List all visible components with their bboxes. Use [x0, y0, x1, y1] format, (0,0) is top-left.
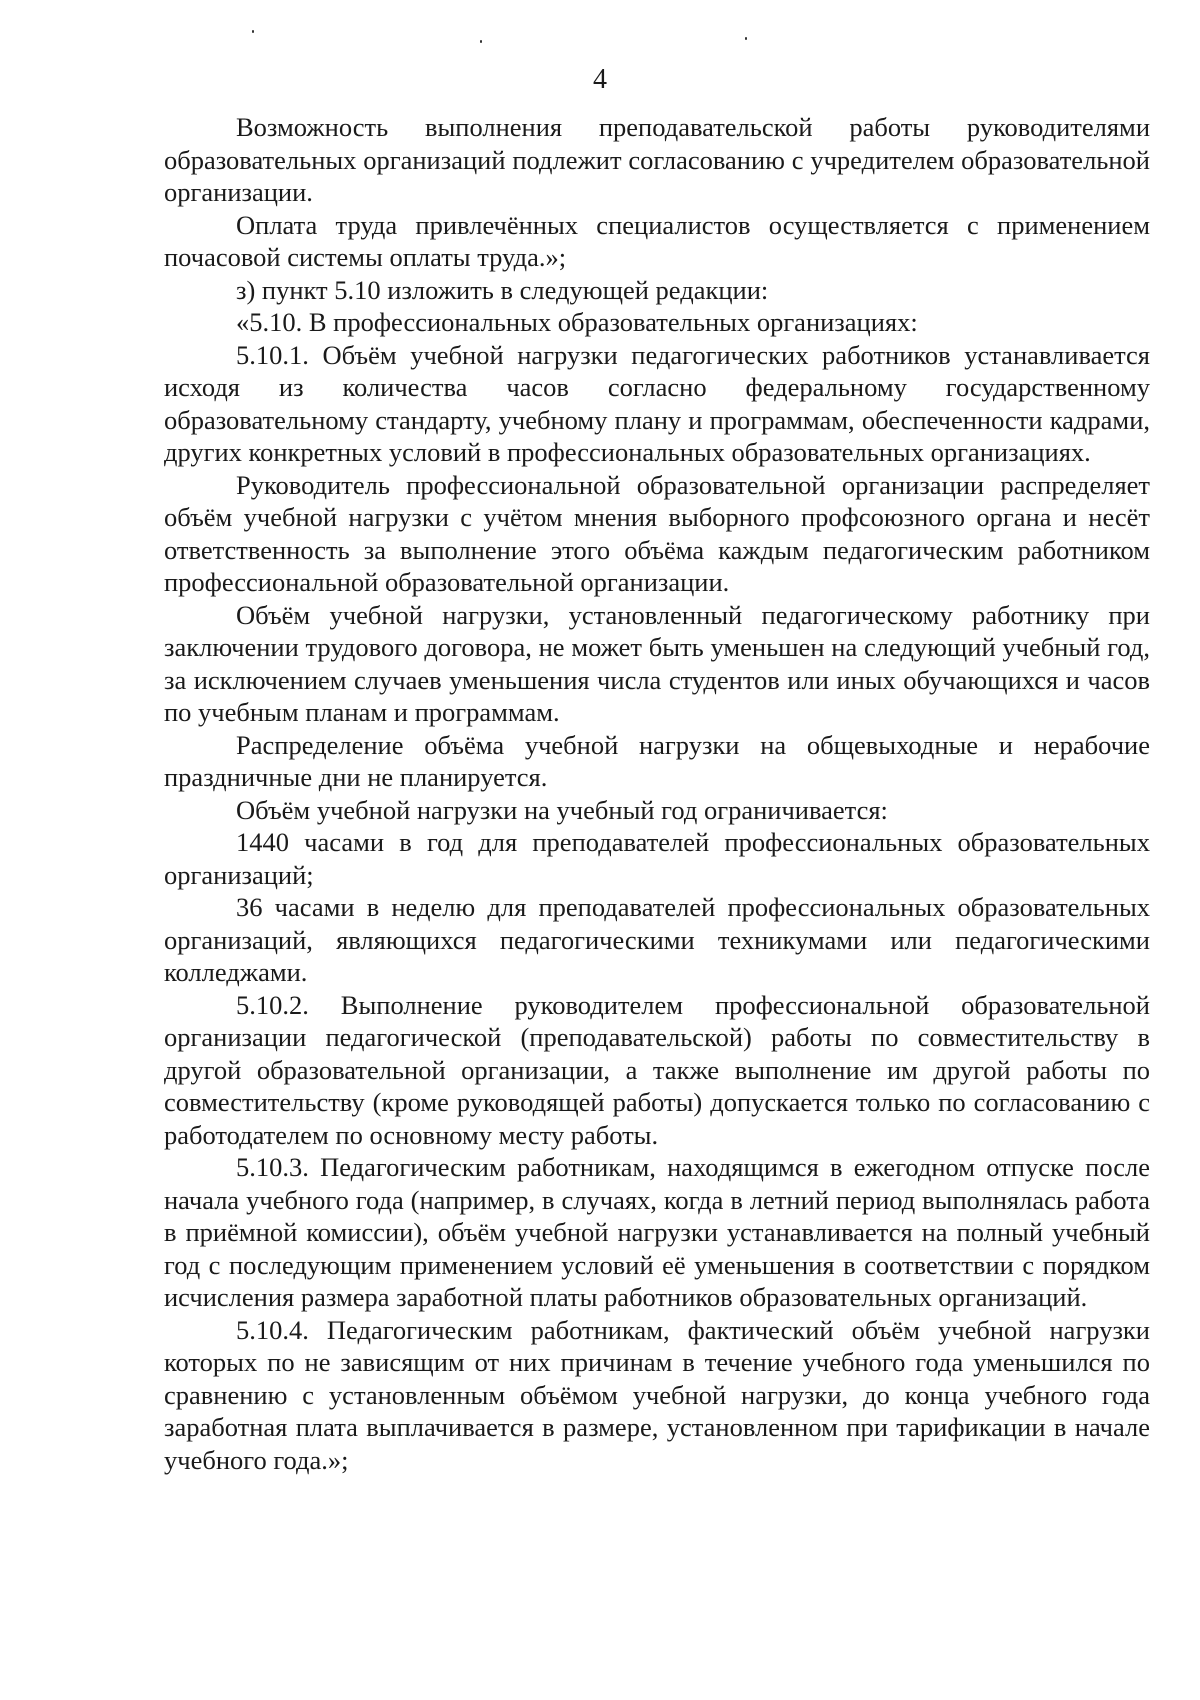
page-number: 4 — [593, 64, 607, 95]
paragraph: Оплата труда привлечённых специалистов осуществляется с применением почасовой системы оплаты труда.»; — [164, 209, 1150, 272]
paragraph: 5.10.3. Педагогическим работникам, находящимся в ежегодном отпуске после начала учебного года (например, в случаях, когда в летний период выполнялась работа в приёмной комиссии), объём учебной нагрузки устанавливается на полный учебный год с последующим применением условий её уменьшения в соответствии с порядком исчисления размера заработной платы работников образовательных организаций. — [164, 1152, 1150, 1312]
paragraph: 1440 часами в год для преподавателей профессиональных образовательных организаций; — [164, 827, 1150, 890]
paragraph: 5.10.4. Педагогическим работникам, фактический объём учебной нагрузки которых по не зависящим от них причинам в течение учебного года уменьшился по сравнению с установленным объёмом учебной нагрузки, до конца учебного года заработная плата выплачивается в размере, установленном при тарификации в начале учебного года.»; — [164, 1314, 1150, 1475]
scan-artifact-dot — [480, 40, 482, 43]
paragraph: 5.10.2. Выполнение руководителем профессиональной образовательной организации педагогической (преподавательской) работы по совместительству в другой образовательной организации, а также выполнение им другой работы по совместительству (кроме руководящей работы) допускается только по согласованию с работодателем по основному месту работы. — [164, 989, 1150, 1150]
paragraph: Объём учебной нагрузки, установленный педагогическому работнику при заключении трудового договора, не может быть уменьшен на следующий учебный год, за исключением случаев уменьшения числа студентов или иных обучающихся и часов по учебным планам и программам. — [164, 599, 1150, 727]
paragraph: Руководитель профессиональной образовательной организации распределяет объём учебной нагрузки с учётом мнения выборного профсоюзного органа и несёт ответственность за выполнение этого объёма каждым педагогическим работником профессиональной образовательной организации. — [164, 469, 1150, 597]
paragraph: з) пункт 5.10 изложить в следующей редакции: — [236, 274, 769, 305]
paragraph: Распределение объёма учебной нагрузки на общевыходные и нерабочие праздничные дни не планируется. — [164, 729, 1150, 792]
paragraph: Возможность выполнения преподавательской работы руководителями образовательных организаций подлежит согласованию с учредителем образовательной организации. — [164, 112, 1150, 207]
scan-artifact-dot — [745, 37, 747, 40]
document-body — [164, 111, 1150, 1476]
paragraph: 5.10.1. Объём учебной нагрузки педагогических работников устанавливается исходя из количества часов согласно федеральному государственному образовательному стандарту, учебному плану и программам, обеспеченности кадрами, других конкретных условий в профессиональных образовательных организациях. — [164, 339, 1150, 467]
scan-artifact-dot — [252, 30, 254, 33]
paragraph: «5.10. В профессиональных образовательных организациях: — [236, 307, 918, 337]
paragraph: 36 часами в неделю для преподавателей профессиональных образовательных организаций, являющихся педагогическими техникумами или педагогическими колледжами. — [164, 892, 1150, 987]
paragraph: Объём учебной нагрузки на учебный год ограничивается: — [236, 794, 888, 825]
